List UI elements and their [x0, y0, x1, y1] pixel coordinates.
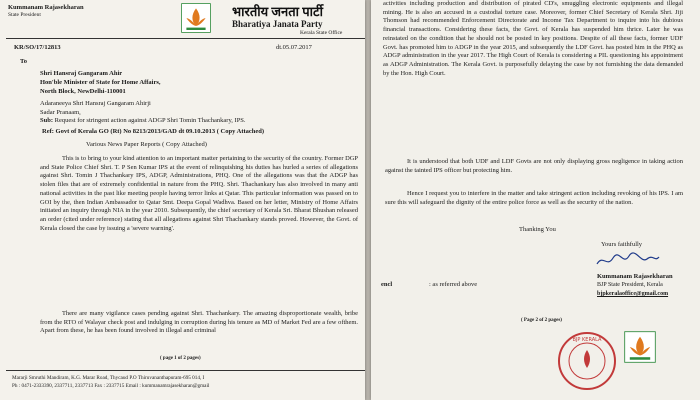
letter-page-2	[371, 0, 700, 400]
svg-text:BJP KERALA: BJP KERALA	[572, 337, 602, 343]
subject-label: Sub:	[40, 117, 54, 124]
reference-line: Ref: Govt of Kerala GO (Rt) No 8213/2013/GAD dt 09.10.2013 ( Copy Attached)	[42, 128, 265, 135]
bjp-lotus-logo	[180, 2, 212, 34]
body-paragraph-1: This is to bring to your kind attention to an important matter pertaining to the security of the country. Former DGP and State Police Chief Shri. T. P Sen Kumar IPS at the event of relinquishing his duties has hurled a series of allegations against Shri. Tomin J Thachankary IPS, ADGP, Administrations, PHQ. One of the allegations was that the ADGP has stolen files that are of extremely confidential in nature from the PHQ. Shri. Thachankary has also involved in many anti national activities in the past like meeting people having terror links at Qatar. This particular information was passed on to GOI by the, then Indian Ambassador to Qatar Smt. Deepa Gopal Wadhva. Based on her letter, Ministry of Home Affairs initiated an inquiry through NIA in the year 2010. Subsequently, the chief secretary of Kerala Sri. Bharat Bhushan released an order (cited under reference) stating that all allegations against Shri Thachankary stands proved. However, the Govt. of Kerala closed the case by issuing a 'severe warning'.	[40, 155, 358, 232]
salutation-line: Sadar Pranaam,	[40, 109, 81, 116]
sender-name: Kummanam Rajasekharan	[8, 4, 84, 11]
party-name-hindi: भारतीय जनता पार्टी	[232, 4, 323, 19]
addressee-line: North Block, NewDelhi-110001	[40, 88, 126, 95]
to-label: To	[20, 58, 27, 65]
party-unit: Kerala State Office	[300, 30, 343, 36]
enclosure-label: encl	[381, 281, 393, 288]
body-paragraph-2: There are many vigilance cases pending against Shri. Thachankary. The amazing disproportionate wealth, bribe from the RTO of Walayar check post and indulging in corruption during his tenure as MD of Market Fed are a few ofthem. Apart from these, he has been found involved in illegal and criminal	[40, 310, 358, 335]
handwritten-signature	[593, 250, 663, 270]
news-reference: Various News Paper Reports ( Copy Attached)	[86, 141, 207, 148]
closing-line: Yours faithfully	[601, 241, 643, 248]
header-divider	[6, 38, 365, 39]
footer-address: Mararji Smruthi Mandiram, K.G. Marar Road, Thycaud P.O Thiruvananthapuram-695 014, I	[12, 375, 205, 381]
page-number: ( Page 2 of 2 pages)	[521, 318, 562, 323]
body-paragraph-4: It is understood that both UDF and LDF Govts are not only displaying gross negligence in taking action against the tainted IPS officer but protecting him.	[385, 158, 683, 174]
official-seal-stamp	[556, 330, 618, 392]
addressee-line: Shri Hansraj Gangaram Ahir	[40, 70, 123, 77]
signatory-name: Kummanam Rajasekharan	[597, 273, 673, 280]
signatory-title: BJP State President, Kerala	[597, 282, 663, 288]
body-paragraph-5: Hence I request you to interfere in the matter and take stringent action including revoking of his IPS. I am sure this will safeguard the dignity of the entire police force as well as the security of the nation.	[385, 190, 683, 206]
salutation-line: Adaraneeya Shri Hansraj Gangaram Ahirji	[40, 100, 151, 107]
party-name-english: Bharatiya Janata Party	[232, 19, 323, 29]
subject-text: Request for stringent action against ADGP Shri Tomin Thachankary, IPS.	[53, 117, 246, 124]
sender-title: State President	[8, 12, 41, 18]
enclosure-value: : as referred above	[429, 281, 478, 288]
footer-divider	[6, 370, 365, 371]
bjp-lotus-logo	[623, 330, 657, 364]
footer-contact: Ph : 0471-2333390, 2337711, 2337713 Fax : 2337715 Email : kummanamrajasekharan@gmail	[12, 383, 210, 389]
letter-date: dt.05.07.2017	[276, 44, 312, 51]
body-paragraph-3: activities including production and distribution of pirated CD's, smuggling electronic equipments and illegal mining. He is also an accused in a custodial torture case. Moreover, former Chief Secretary of Kerala Shri. Jiji Thomson had recommended Enforcement Directorate and Income Tax Department to inquire into his dubious financial transactions. Considering these facts, the Govt. of Kerala has suspended him thrice. Later he was reinstated on the condition that he should not be posted in key positions. Despite of all these facts, former UDF Govt. has promoted him to ADGP in the year 2015, and subsequently the LDF Govt. has posted him in the PHQ as ADGP administration in the year 2017. The High Court of Kerala is considering a PIL questioning his appointment as ADGP Administration. The Kerala Govt. is purposefully delaying the case by not furnishing the data demanded by the Hon. High Court.	[383, 0, 683, 77]
reference-number: KR/SO/17/12813	[14, 44, 61, 51]
page-number: ( page 1 of 2 pages)	[160, 356, 201, 361]
signatory-email: bjpkeralaoffice@gmail.com	[597, 291, 669, 297]
addressee-line: Hon'ble Minister of State for Home Affairs,	[40, 79, 161, 86]
subject-line	[40, 117, 246, 124]
thanking-line: Thanking You	[519, 226, 556, 233]
